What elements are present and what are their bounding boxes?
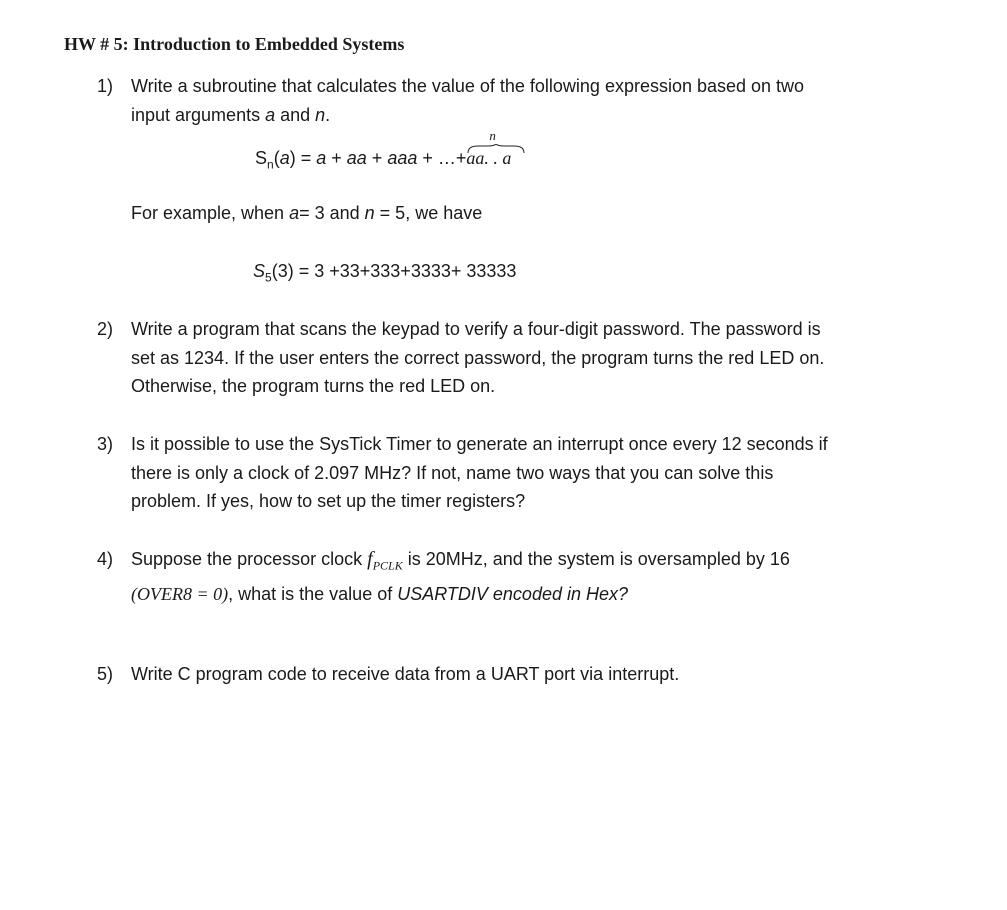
question-number: 2)	[97, 319, 114, 339]
question-text	[131, 430, 901, 516]
page-title: HW # 5: Introduction to Embedded Systems	[64, 34, 405, 54]
overbrace-label: n	[489, 128, 496, 143]
question-line: Otherwise, the program turns the red LED on.	[131, 376, 496, 396]
question-number: 5)	[97, 664, 114, 684]
question-text	[131, 315, 901, 401]
question-number: 1)	[97, 76, 114, 96]
expression-body: (a) = a + aa + aaa + …+	[273, 148, 467, 168]
question-line: (OVER8 = 0), what is the value of USARTDIV encoded in Hex?	[131, 584, 629, 605]
question-line: Is it possible to use the SysTick Timer to generate an interrupt once every 12 seconds if	[131, 434, 828, 454]
question-text	[131, 72, 901, 129]
example-text: For example, when a= 3 and n = 5, we have	[131, 203, 483, 223]
question-line: input arguments a and n.	[131, 104, 331, 125]
question-line: Write a program that scans the keypad to verify a four-digit password. The password is	[131, 319, 821, 339]
overbrace-term: n aa. . a	[466, 148, 511, 169]
question-line: Suppose the processor clock $f_{PCLK}$ is 20MHz, and the system is oversampled by 16	[131, 548, 790, 573]
question-line: Write a subroutine that calculates the value of the following expression based on two	[131, 76, 805, 96]
question-line: Write C program code to receive data from a UART port via interrupt.	[131, 664, 680, 684]
question-line: there is only a clock of 2.097 MHz? If not, name two ways that you can solve this	[131, 462, 774, 483]
overbrace-icon	[466, 144, 526, 154]
example-expression: $S_5(3) = 3 +33+333+3333+ 33333$	[253, 261, 517, 285]
expression-sn: $S_n(a) = a$ + aa + aaa + …+ n aa. . a	[255, 148, 511, 172]
question-number: 3)	[97, 434, 114, 454]
question-text	[131, 545, 901, 609]
question-text	[131, 660, 901, 689]
question-number: 4)	[97, 549, 114, 569]
question-line: set as 1234. If the user enters the correct password, the program turns the red LED on.	[131, 347, 825, 368]
question-line: problem. If yes, how to set up the timer registers?	[131, 491, 526, 511]
